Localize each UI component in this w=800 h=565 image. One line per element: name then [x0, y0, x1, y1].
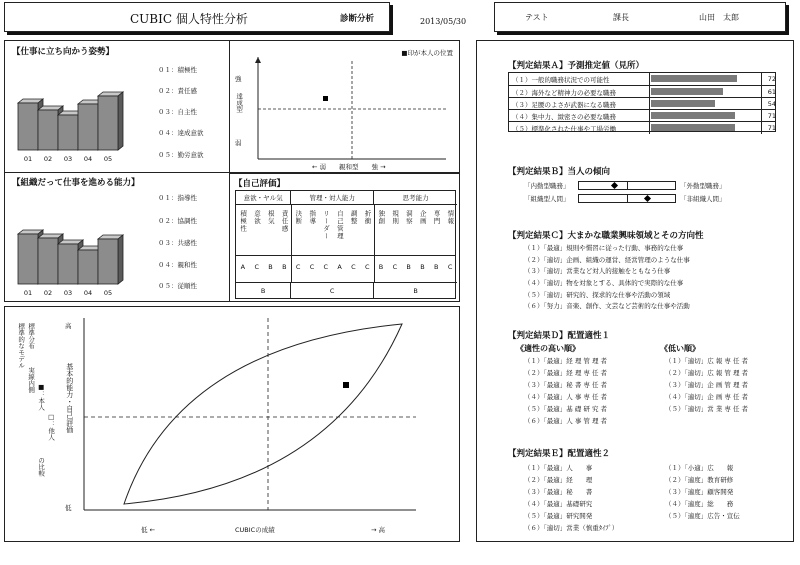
- self-eval-col-divider: [374, 205, 375, 282]
- self-eval-grade: C: [295, 263, 301, 271]
- tendency-midline: [627, 182, 628, 189]
- result-a-col-divider: [649, 122, 650, 134]
- attitude-bar: [38, 110, 58, 150]
- result-a-bar: [651, 88, 723, 95]
- self-eval-grade-divider: [236, 255, 455, 256]
- result-a-bar-track: [651, 124, 759, 131]
- position-chart-box: [229, 40, 460, 173]
- compare-box: [4, 306, 460, 542]
- result-a-col-divider: [761, 73, 762, 85]
- result-d-high-item: （１）「最適」経 理 管 理 者: [524, 357, 608, 365]
- attitude-x-label: 05: [103, 155, 113, 163]
- attitude-item: ０２：責任感: [158, 87, 197, 95]
- result-a-value: 54: [767, 100, 776, 108]
- attitude-x-label: 04: [83, 155, 93, 163]
- compare-legend-self: ■：本人: [37, 383, 46, 411]
- result-a-row: [509, 121, 775, 133]
- org-x-label: 02: [43, 289, 53, 297]
- result-a-label: （２）海外など精神力の必要な職務: [512, 89, 616, 97]
- report-date: 2013/05/30: [420, 17, 467, 26]
- compare-dist-label: 標準分布: [27, 323, 36, 349]
- result-a-bar: [651, 100, 715, 107]
- attitude-item: ０４：達成意欲: [158, 129, 204, 137]
- self-eval-column-header: 責任感: [280, 210, 289, 233]
- result-d-low-title: 《低い順》: [660, 344, 700, 353]
- result-c-item: （２）「適切」企画、組織の運営、経営管理のような仕事: [524, 256, 690, 264]
- position-x-label: ← 弱 親和型 強 →: [312, 163, 386, 171]
- self-eval-column-header: 調整: [349, 210, 358, 225]
- result-a-bar: [651, 112, 735, 119]
- result-e-left-item: （４）「最適」基礎研究: [524, 500, 593, 508]
- result-d-low-item: （４）「適切」企 画 専 任 者: [665, 393, 749, 401]
- result-d-high-item: （６）「最適」人 事 管 理 者: [524, 417, 608, 425]
- org-title: 【組織だって仕事を進める能力】: [12, 178, 140, 188]
- result-e-left-item: （３）「最適」秘 書: [524, 488, 593, 496]
- result-a-row: [509, 73, 775, 85]
- org-section: [8, 172, 225, 300]
- compare-legend-comp: の比較: [37, 457, 46, 477]
- result-a-col-divider: [761, 122, 762, 134]
- result-a-bar-track: [651, 112, 759, 119]
- result-b-right-1: 「外勤型職務」: [680, 182, 726, 190]
- self-eval-column-header: 根気: [266, 210, 275, 225]
- self-eval-grade: A: [240, 263, 246, 271]
- self-eval-grade: B: [282, 263, 287, 271]
- result-a-bar-track: [651, 100, 759, 107]
- org-bar: [38, 238, 58, 284]
- self-eval-grade: C: [323, 263, 329, 271]
- attitude-x-label: 01: [23, 155, 33, 163]
- tendency-marker: [611, 181, 618, 188]
- result-e-left-item: （５）「最適」研究開発: [524, 512, 593, 520]
- attitude-x-label: 02: [43, 155, 53, 163]
- self-eval-column-header: 積極性: [239, 210, 248, 233]
- result-d-low-item: （１）「適切」広 報 専 任 者: [665, 357, 749, 365]
- result-a-label: （４）集中力、緻密さの必要な職務: [512, 113, 616, 121]
- compare-y-bottom: 低: [65, 504, 72, 512]
- self-eval-column-header: 決断: [294, 210, 303, 225]
- org-bar-chart: [16, 218, 128, 298]
- self-eval-column-header: 独創: [377, 210, 386, 225]
- org-x-label: 01: [23, 289, 33, 297]
- attitude-x-label: 03: [63, 155, 73, 163]
- attitude-item: ０１：積極性: [158, 66, 197, 74]
- result-a-col-divider: [649, 73, 650, 85]
- result-a-bar: [651, 124, 735, 131]
- self-eval-column-header: 情報: [446, 210, 455, 225]
- result-c-item: （１）「最適」規則や慣習に従った行動、事務的な仕事: [524, 244, 684, 252]
- tendency-scale-1: [578, 181, 676, 190]
- self-eval-column-header: 折衝: [363, 210, 372, 225]
- result-e-right-item: （３）「適度」顧客開発: [665, 488, 734, 496]
- tendency-midline: [627, 195, 628, 202]
- result-d-low-item: （３）「適切」企 画 管 理 者: [665, 381, 749, 389]
- compare-inner-label: 実線内側: [27, 367, 36, 393]
- result-a-label: （５）標準化された仕事や工場労働: [512, 125, 616, 133]
- result-b-title: 【判定結果Ｂ】当人の傾向: [508, 167, 611, 177]
- result-c-item: （５）「適切」研究的、探求的な仕事や活動の領域: [524, 291, 671, 299]
- user-position: 課長: [613, 13, 629, 22]
- org-item: ０３：共感性: [158, 239, 197, 247]
- result-a-label: （３）足腰のよさが武器になる職務: [512, 101, 616, 109]
- result-a-label: （１）一般的職務状況での可能性: [512, 76, 610, 84]
- position-y-arrow: [255, 57, 261, 63]
- self-eval-grade: A: [337, 263, 342, 271]
- result-c-title: 【判定結果Ｃ】大まかな職業興味領域とその方向性: [508, 231, 704, 241]
- attitude-bar: [78, 104, 98, 150]
- position-legend: ■印が本人の位置: [401, 49, 453, 57]
- attitude-item: ０３：自主性: [158, 108, 197, 116]
- result-e-left-item: （６）「適切」営業（慎重ﾀｲﾌﾟ）: [524, 524, 619, 532]
- divider: [4, 172, 229, 173]
- compare-y-label: 基本的能力・自己評価: [65, 363, 74, 433]
- self-eval-total: B: [374, 282, 457, 299]
- self-eval-column-header: 企画: [418, 210, 427, 225]
- org-item: ０２：協調性: [158, 217, 197, 225]
- result-a-title: 【判定結果Ａ】予測推定値（見所）: [508, 61, 645, 71]
- result-a-row: [509, 85, 775, 97]
- position-plot: [250, 55, 450, 165]
- result-d-high-item: （２）「最適」経 理 専 任 者: [524, 369, 608, 377]
- result-a-bar-track: [651, 75, 759, 82]
- position-y-mid: 達成型: [235, 93, 244, 113]
- attitude-section: [8, 42, 225, 170]
- result-e-right-item: （５）「適度」広告・宣伝: [665, 512, 740, 520]
- attitude-bar: [98, 96, 118, 150]
- self-eval-total: C: [291, 282, 374, 299]
- attitude-title: 【仕事に立ち向かう姿勢】: [12, 47, 115, 57]
- result-e-right-item: （４）「適度」総 務: [665, 500, 734, 508]
- result-c-item: （４）「適切」物を対象とする、具体的で実際的な仕事: [524, 279, 684, 287]
- self-eval-grade: C: [447, 263, 453, 271]
- self-eval-group-header: 管理・対人能力: [291, 191, 374, 205]
- self-eval-group-header: 意欲・ヤル気: [236, 191, 291, 205]
- self-eval-column-header: 自己管理: [335, 210, 344, 240]
- result-e-right-item: （１）「小適」広 報: [665, 464, 734, 472]
- self-eval-grade: C: [254, 263, 259, 271]
- self-eval-grade: B: [378, 263, 384, 271]
- result-a-value: 61: [767, 88, 776, 96]
- result-a-bar: [651, 75, 737, 82]
- result-b-left-2: 「組織型人間」: [524, 195, 570, 203]
- org-bar: [78, 250, 98, 284]
- result-c-item: （３）「適切」営業など対人的接触をともなう仕事: [524, 267, 671, 275]
- self-eval-group-header: 思考能力: [374, 191, 457, 205]
- attitude-bar: [58, 115, 78, 150]
- org-x-label: 04: [83, 289, 93, 297]
- position-marker: [323, 96, 328, 101]
- compare-plot: [80, 316, 420, 512]
- self-eval-title: 【自己評価】: [234, 179, 286, 189]
- user-name: 山田 太郎: [699, 13, 739, 22]
- result-e-right-item: （２）「適度」教育研修: [665, 476, 734, 484]
- self-eval-column-header: リーダー: [322, 210, 331, 240]
- self-eval-grade: C: [351, 263, 356, 271]
- result-a-value: 71: [767, 124, 776, 132]
- compare-legend-other: □：他人: [47, 413, 56, 441]
- self-eval-total: B: [236, 282, 291, 299]
- self-eval-grade: B: [268, 263, 273, 271]
- compare-y-top: 高: [65, 322, 72, 330]
- result-d-low-item: （５）「適切」営 業 専 任 者: [665, 405, 749, 413]
- result-e-left-item: （２）「最適」経 理: [524, 476, 593, 484]
- page-title: CUBIC 個人特性分析: [130, 12, 248, 26]
- result-a-row: [509, 109, 775, 121]
- org-bar-side: [118, 235, 123, 284]
- self-eval-column-header: 規則: [391, 210, 400, 225]
- compare-x-right: → 高: [371, 526, 386, 534]
- org-x-label: 03: [63, 289, 73, 297]
- org-item: ０５：従順性: [158, 282, 197, 290]
- attitude-item: ０５：勤労意欲: [158, 151, 204, 159]
- result-a-bar-track: [651, 88, 759, 95]
- result-a-value: 71: [767, 112, 776, 120]
- org-x-label: 05: [103, 289, 113, 297]
- attitude-bar: [18, 103, 38, 150]
- org-bar: [58, 244, 78, 284]
- compare-x-left: 低 ←: [141, 526, 156, 534]
- compare-standard-region: [124, 324, 402, 504]
- self-eval-grade: C: [364, 263, 370, 271]
- attitude-bar-side: [118, 92, 123, 150]
- user-info-box: [494, 2, 786, 32]
- self-eval-col-divider: [291, 205, 292, 282]
- result-a-row: [509, 97, 775, 109]
- org-bar: [98, 239, 118, 284]
- result-d-high-item: （４）「最適」人 事 専 任 者: [524, 393, 608, 401]
- self-eval-column-header: 洞察: [404, 210, 413, 225]
- self-eval-grade: B: [406, 263, 411, 271]
- result-d-high-item: （３）「最適」秘 書 専 任 者: [524, 381, 608, 389]
- result-d-high-title: 《適性の高い順》: [516, 344, 580, 353]
- self-eval-box: [229, 173, 460, 302]
- position-y-bottom: 弱: [235, 139, 242, 147]
- title-box: [4, 2, 390, 32]
- result-d-high-item: （５）「最適」基 礎 研 究 者: [524, 405, 608, 413]
- attitude-bar-chart: [16, 84, 128, 164]
- result-d-title: 【判定結果Ｄ】配置適性１: [508, 331, 611, 341]
- self-eval-grade: C: [309, 263, 315, 271]
- org-item: ０４：親和性: [158, 261, 197, 269]
- compare-x-label: CUBICの成績: [235, 526, 275, 534]
- page-subtitle: 診断分析: [340, 14, 375, 24]
- self-eval-column-header: 指導: [308, 210, 317, 225]
- result-a-value: 72: [767, 75, 776, 83]
- tendency-marker: [644, 194, 651, 201]
- self-eval-column-header: 意欲: [252, 210, 261, 225]
- self-eval-table: [235, 190, 456, 299]
- result-d-low-item: （２）「適切」広 報 管 理 者: [665, 369, 749, 377]
- compare-model-label: 標準的なモデル: [17, 323, 26, 369]
- self-eval-grade: C: [392, 263, 398, 271]
- tendency-scale-2: [578, 194, 676, 203]
- result-b-right-2: 「非組織人間」: [680, 195, 726, 203]
- self-eval-grade: B: [420, 263, 425, 271]
- org-item: ０１：指導性: [158, 194, 197, 202]
- compare-self-marker: [343, 382, 349, 388]
- result-e-title: 【判定結果Ｅ】配置適性２: [508, 449, 611, 459]
- org-bar: [18, 234, 38, 284]
- result-a-table: [508, 72, 776, 132]
- result-e-left-item: （１）「最適」人 事: [524, 464, 593, 472]
- user-label: テスト: [525, 13, 549, 22]
- self-eval-column-header: 専門: [432, 210, 441, 225]
- result-b-left-1: 「内勤型職務」: [524, 182, 570, 190]
- result-c-item: （６）「努力」音楽、創作、文芸など芸術的な仕事や活動: [524, 302, 690, 310]
- self-eval-grade: B: [434, 263, 439, 271]
- position-y-top: 強: [235, 75, 242, 83]
